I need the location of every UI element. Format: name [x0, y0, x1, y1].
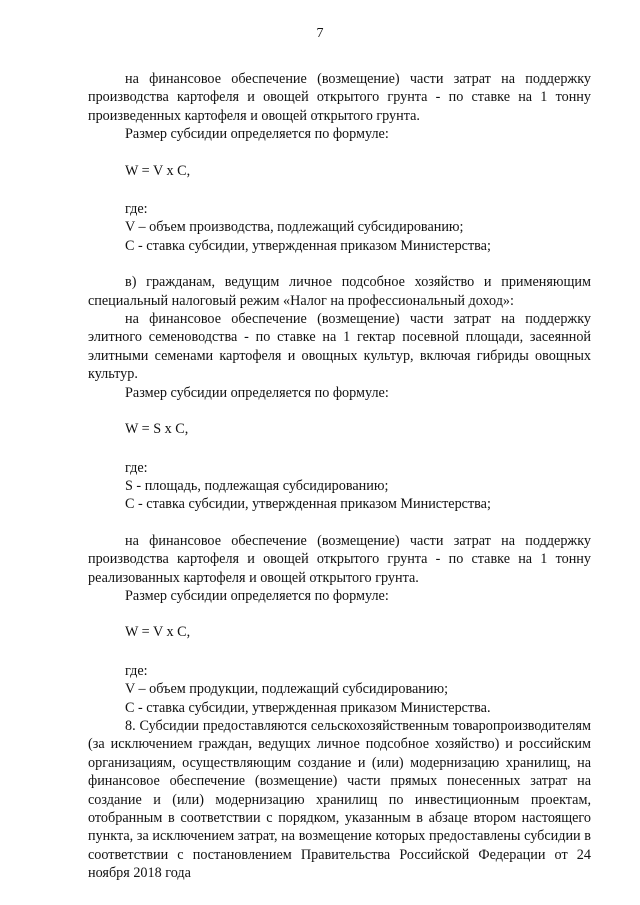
variable-definition: V – объем производства, подлежащий субсидированию; — [125, 219, 464, 236]
paragraph: на финансовое обеспечение (возмещение) части затрат на поддержку производства картофеля и овощей открытого грунта - по ставке на 1 тонну произведенных картофеля и овощей открытого грунта. — [88, 71, 591, 124]
page-number: 7 — [316, 26, 324, 41]
variable-definition: C - ставка субсидии, утвержденная приказом Министерства; — [125, 496, 491, 513]
where-label: где: — [125, 201, 148, 218]
formula: W = S x C, — [125, 421, 189, 438]
formula: W = V x C, — [125, 624, 191, 641]
paragraph: Размер субсидии определяется по формуле: — [125, 126, 389, 143]
paragraph: 8. Субсидии предоставляются сельскохозяйственным товаропроизводителям (за исключением граждан, ведущих личное подсобное хозяйство) и российским организациям, осуществляющим создание и (или) модернизацию хранилищ, на финансовое обеспечение (возмещение) части прямых понесенных затрат на создание и (или) модернизацию хранилищ по инвестиционным проектам, отобранным в соответствии с порядком, указанным в абзаце втором настоящего пункта, за исключением затрат, на возмещение которых предоставлены субсидии в соответствии с постановлением Правительства Российской Федерации от 24 ноября 2018 года — [88, 717, 591, 882]
paragraph: в) гражданам, ведущим личное подсобное хозяйство и применяющим специальный налоговый режим «Налог на профессиональный доход»: — [88, 274, 591, 309]
paragraph: Размер субсидии определяется по формуле: — [125, 384, 389, 401]
spacer — [88, 514, 591, 532]
variable-definition: V – объем продукции, подлежащий субсидированию; — [125, 681, 449, 698]
paragraph: на финансовое обеспечение (возмещение) части затрат на поддержку элитного семеноводства - по ставке на 1 гектар посевной площади, засеянной элитными семенами картофеля и овощных культур, включая гибриды овощных культур. — [88, 311, 591, 383]
document-body — [88, 70, 591, 883]
paragraph: Размер субсидии определяется по формуле: — [125, 587, 389, 604]
variable-definition: C - ставка субсидии, утвержденная приказом Министерства. — [125, 699, 491, 716]
where-label: где: — [125, 459, 148, 476]
paragraph: на финансовое обеспечение (возмещение) части затрат на поддержку производства картофеля и овощей открытого грунта - по ставке на 1 тонну реализованных картофеля и овощей открытого грунта. — [88, 532, 591, 586]
variable-definition: C - ставка субсидии, утвержденная приказом Министерства; — [125, 237, 491, 254]
variable-definition: S - площадь, подлежащая субсидированию; — [125, 477, 389, 494]
formula: W = V x C, — [125, 162, 191, 179]
where-label: где: — [125, 662, 148, 679]
spacer — [88, 255, 591, 273]
